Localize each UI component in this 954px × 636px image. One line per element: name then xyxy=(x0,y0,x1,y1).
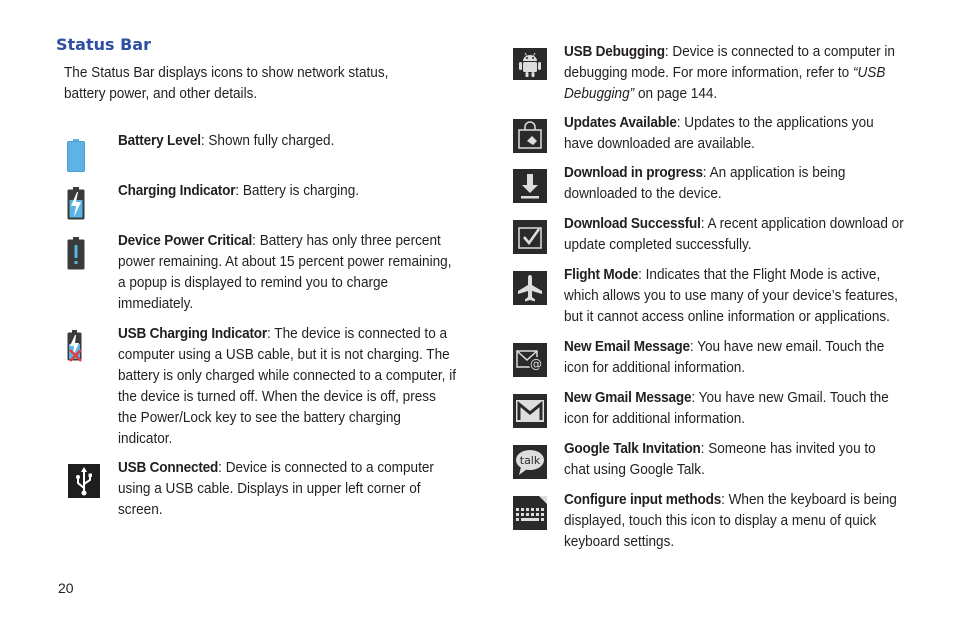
entry-desc: : Indicates that the Flight Mode is active, which allows you to use many of your device’s features, but it cannot access online information or applications. xyxy=(564,267,898,325)
download-arrow-icon xyxy=(513,169,547,203)
usb-charging-icon xyxy=(66,330,86,364)
keyboard-icon xyxy=(513,496,547,530)
entry-term: New Gmail Message xyxy=(564,390,692,406)
intro-paragraph: The Status Bar displays icons to show network status, battery power, and other details. xyxy=(64,65,389,102)
entry-desc: : Shown fully charged. xyxy=(200,133,335,149)
entry-term: Battery Level xyxy=(118,133,201,149)
page-number: 20 xyxy=(58,580,74,596)
entry-desc: : You have new email. Touch the icon for additional information. xyxy=(564,339,885,376)
entry-desc: : Someone has invited you to chat using Google Talk. xyxy=(564,441,876,478)
android-debug-icon xyxy=(513,48,547,80)
entry-term: Device Power Critical xyxy=(118,233,253,249)
entry-desc: : Updates to the applications you have downloaded are available. xyxy=(564,115,874,152)
entry-desc: : A recent application download or update completed successfully. xyxy=(564,216,904,253)
battery-critical-icon xyxy=(66,237,86,271)
entry-desc: : Device is connected to a computer using a USB cable. Displays in upper left corner of screen. xyxy=(118,460,434,518)
entry-term: Configure input methods xyxy=(564,492,722,508)
gmail-icon xyxy=(513,394,547,428)
entry-term: Download in progress xyxy=(564,165,703,181)
entry-desc: : When the keyboard is being displayed, touch this icon to display a menu of quick keyboard settings. xyxy=(564,492,897,550)
entry-desc: : Battery is charging. xyxy=(235,183,360,199)
entry-term: USB Debugging xyxy=(564,44,665,60)
airplane-icon xyxy=(513,271,547,305)
entry-desc: : You have new Gmail. Touch the icon for additional information. xyxy=(564,390,889,427)
cross-reference: “USB Debugging” xyxy=(564,65,886,102)
updates-bag-icon xyxy=(513,119,547,153)
entry-desc: : Battery has only three percent power remaining. At about 15 percent power remaining, a popup is displayed to remind you to charge immediately. xyxy=(118,233,452,312)
battery-full-icon xyxy=(66,139,86,173)
usb-icon xyxy=(68,464,100,498)
entry-term: Download Successful xyxy=(564,216,701,232)
entry-desc: : An application is being downloaded to the device. xyxy=(564,165,846,202)
entry-desc: : Device is connected to a computer in debugging mode. For more information, refer to xyxy=(564,44,895,81)
entry-term: Google Talk Invitation xyxy=(564,441,701,457)
email-at-icon xyxy=(513,343,547,377)
entry-desc: : The device is connected to a computer using a USB cable, but it is not charging. The battery is only charged while connected to a computer, if the device is turned off. When the device is off, press the Power/Lock key to see the battery charging indicator. xyxy=(118,326,456,447)
entry-desc-after: on page 144. xyxy=(634,86,718,102)
svg-text:@: @ xyxy=(530,357,542,371)
talk-bubble-icon xyxy=(513,445,547,479)
entry-term: USB Charging Indicator xyxy=(118,326,267,342)
entry-term: Charging Indicator xyxy=(118,183,236,199)
entry-term: New Email Message xyxy=(564,339,690,355)
talk-label: talk xyxy=(519,454,541,467)
entry-term: Flight Mode xyxy=(564,267,639,283)
entry-term: USB Connected xyxy=(118,460,219,476)
battery-charging-icon xyxy=(66,187,86,221)
download-check-icon xyxy=(513,220,547,254)
section-heading: Status Bar xyxy=(56,35,151,54)
entry-term: Updates Available xyxy=(564,115,677,131)
